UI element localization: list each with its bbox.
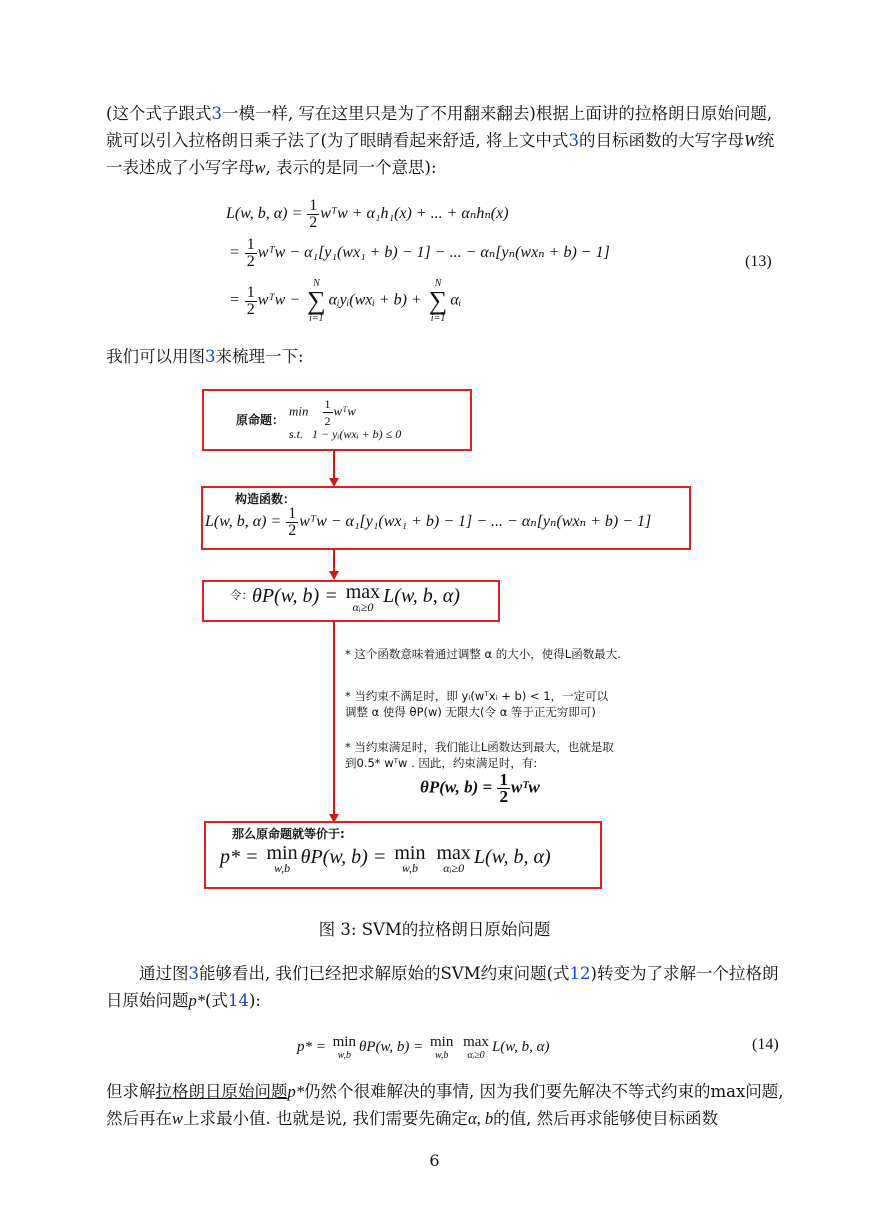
paragraph-intro: (这个式子跟式3一模一样, 写在这里只是为了不用翻来翻去)根据上面讲的拉格朗日原始问题, 就可以引入拉格朗日乘子法了(为了眼睛看起来舒适, 将上文中式3的目标函数的大写字母W统一表述成了小写字母w, 表示的是同一个意思): xyxy=(106,104,775,177)
summation: N ∑ i=1 xyxy=(307,278,326,324)
equation-13-line-1: L(w, b, α) = $\frac{1}{2}$ wᵀw + α₁h₁(x) + ... + αₙhₙ(x) xyxy=(226,197,509,231)
theta-definition-box xyxy=(202,580,500,622)
note-1: * 这个函数意味着通过调整 α 的大小，使得L函数最大. xyxy=(345,647,621,661)
theta-formula: θP(w, b) = max αᵢ≥0 L(w, b, α) xyxy=(252,581,460,614)
equation-ref-link[interactable]: 12 xyxy=(569,964,591,983)
equivalent-formula: p* = min w,b θP(w, b) = min w,b max αᵢ≥0 L(w, b, α) xyxy=(220,842,551,875)
min-operator: min w,b xyxy=(430,1034,454,1061)
note-2-line-1: * 当约束不满足时，即 yᵢ(wᵀxᵢ + b) < 1，一定可以 xyxy=(345,689,609,703)
equation-13-line-3: = $\frac{1}{2}$ wᵀw − N ∑ i=1 αᵢyᵢ(wxᵢ + b) + N ∑ i=1 αᵢ xyxy=(229,278,462,324)
max-operator: max αᵢ≥0 xyxy=(463,1034,489,1061)
equation-number-13: (13) xyxy=(745,253,772,270)
equation-ref-link[interactable]: 14 xyxy=(227,991,249,1010)
fraction-half: $\frac{1}{2}$ xyxy=(246,236,255,270)
arrow-line xyxy=(333,620,335,816)
arrow-line xyxy=(333,449,335,479)
box-label: 原命题： xyxy=(236,413,285,427)
figure-ref-link[interactable]: 3 xyxy=(188,964,199,983)
lagrangian-box xyxy=(201,486,691,550)
note-3-line-1: * 当约束满足时，我们能让L函数达到最大，也就是取 xyxy=(345,740,614,754)
equation-13-line-2: = $\frac{1}{2}$ wᵀw − α₁[y₁(wx₁ + b) − 1] − ... − αₙ[yₙ(wxₙ + b) − 1] xyxy=(229,236,610,270)
figure-caption: 图 3: SVM的拉格朗日原始问题 xyxy=(318,920,551,939)
lagrangian-formula: L(w, b, α) = $\frac{1}{2}$ wᵀw − α₁[y₁(wx₁ + b) − 1] − ... − αₙ[yₙ(wxₙ + b) − 1] xyxy=(205,505,652,539)
min-operator: min w,b xyxy=(332,1034,356,1061)
summation: N ∑ i=1 xyxy=(428,278,448,324)
min-operator: min w,b xyxy=(394,842,426,875)
box-label: 那么原命题就等价于: xyxy=(232,827,345,841)
box-label: 令： xyxy=(230,588,253,602)
fraction-half: $\frac{1}{2}$ xyxy=(499,770,508,806)
figure-ref-link[interactable]: 3 xyxy=(205,347,216,366)
max-operator: max αᵢ≥0 xyxy=(436,842,471,875)
paragraph-figure-intro: 我们可以用图3来梳理一下: xyxy=(106,347,304,366)
paragraph-difficulty: 但求解拉格朗日原始问题p*仍然个很难解决的事情, 因为我们要先解决不等式约束的max问题, 然后再在w上求最小值. 也就是说, 我们需要先确定α, b的值, 然后再求能够使目标函数 xyxy=(106,1082,784,1128)
fraction-half: $\frac{1}{2}$ xyxy=(288,505,297,539)
box-label: 构造函数： xyxy=(235,492,296,506)
note-2-line-2: 调整 α 使得 θP(w) 无限大(令 α 等于正无穷即可) xyxy=(345,705,596,719)
objective-formula: min $\frac{1}{2}$ wᵀw xyxy=(289,397,356,428)
fraction-half: $\frac{1}{2}$ xyxy=(246,283,255,318)
fraction-half: $\frac{1}{2}$ xyxy=(309,197,318,231)
max-operator: max αᵢ≥0 xyxy=(345,581,381,614)
fraction-half: $\frac{1}{2}$ xyxy=(324,397,331,428)
underlined-term: 拉格朗日原始问题 xyxy=(155,1082,288,1101)
equation-ref-link[interactable]: 3 xyxy=(568,131,579,150)
theta-satisfied-formula: θP(w, b) = $\frac{1}{2}$ wᵀw xyxy=(420,770,540,806)
paragraph-summary: 通过图3能够看出, 我们已经把求解原始的SVM约束问题(式12)转变为了求解一个拉格朗日原始问题p*(式14): xyxy=(106,964,779,1010)
arrow-line xyxy=(333,548,335,572)
arrow-head xyxy=(329,571,339,580)
page-number: 6 xyxy=(429,1151,440,1170)
constraint-formula: s.t. 1 − yᵢ(wxᵢ + b) ≤ 0 xyxy=(289,427,402,441)
equation-number-14: (14) xyxy=(752,1036,779,1053)
note-3-line-2: 到0.5* wᵀw . 因此，约束满足时，有: xyxy=(345,756,538,770)
equivalent-problem-box xyxy=(204,821,602,889)
equation-14: p* = min w,b θP(w, b) = min w,b max αᵢ≥0 L(w, b, α) xyxy=(297,1034,550,1061)
min-operator: min w,b xyxy=(266,842,298,875)
equation-ref-link[interactable]: 3 xyxy=(211,104,222,123)
primal-problem-box xyxy=(202,389,472,451)
